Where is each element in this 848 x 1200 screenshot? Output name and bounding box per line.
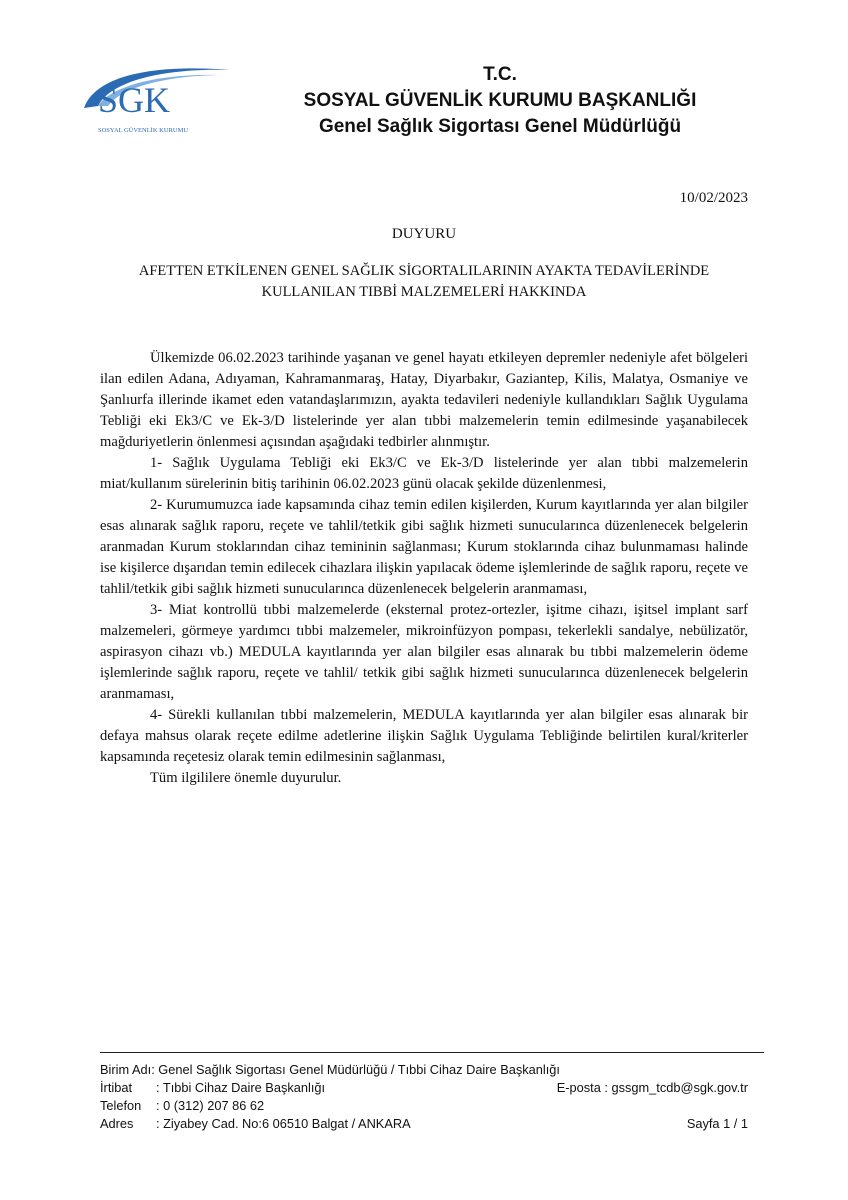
footer-unit: Birim Adı: Genel Sağlık Sigortası Genel Müdürlüğü / Tıbbi Cihaz Daire Başkanlığı <box>100 1062 560 1077</box>
logo-subtext: SOSYAL GÜVENLİK KURUMU <box>98 127 189 134</box>
footer-page-number: Sayfa 1 / 1 <box>686 1116 748 1131</box>
body-paragraph-closing: Tüm ilgililere önemle duyurulur. <box>150 770 342 786</box>
footer-address-label: Adres <box>100 1116 134 1131</box>
logo-letters: SGK <box>98 80 171 120</box>
announcement-title: DUYURU <box>391 226 457 242</box>
footer-phone-label: Telefon <box>100 1098 142 1113</box>
footer-row-address <box>100 1115 748 1133</box>
header-institution: SOSYAL GÜVENLİK KURUMU BAŞKANLIĞI <box>303 90 697 111</box>
body-paragraph-intro: Ülkemizde 06.02.2023 tarihinde yaşanan ve genel hayatı etkileyen depremler nedeniyle afet bölgeleri ilan edilen Adana, Adıyaman, Kahramanmaraş, Hatay, Diyarbakır, Gaziantep, Kilis, Malatya, Osmaniye ve Şanlıurfa illerinde ikamet eden vatandaşlarımızın, ayakta tedavileri nedeniyle kullandıkları Sağlık Uygulama Tebliği eki Ek3/C ve Ek-3/D listelerinde yer alan tıbbi malzemelerin temin edilmesinde yaşanabilecek mağduriyetlerin önlenmesi açısından aşağıdaki tedbirler alınmıştır. <box>100 350 748 450</box>
footer-row-phone <box>100 1097 748 1115</box>
footer-row-contact <box>100 1079 748 1097</box>
sgk-logo <box>78 62 238 137</box>
footer-contact-value: : Tıbbi Cihaz Daire Başkanlığı <box>156 1080 326 1095</box>
body-paragraph-item-3: 3- Miat kontrollü tıbbi malzemelerde (eksternal protez-ortezler, işitme cihazı, işitsel implant sarf malzemeleri, görmeye yardımcı tıbbi malzemeler, mikroinfüzyon pompası, tekerlekli sandalye, nebülizatör, aspirasyon cihazı vb.) MEDULA kayıtlarında yer alan bilgiler esas alınarak bu tıbbi malzemelerin ödeme işlemlerinde sağlık raporu, reçete ve tahlil/ tetkik gibi sağlık hizmeti sunucularınca düzenlenecek belgelerin aranmaması, <box>100 602 748 702</box>
footer-address-value: : Ziyabey Cad. No:6 06510 Balgat / ANKARA <box>156 1116 411 1131</box>
sgk-logo-icon <box>78 62 238 137</box>
footer-contact-label: İrtibat <box>100 1080 133 1095</box>
body-paragraph-item-1: 1- Sağlık Uygulama Tebliği eki Ek3/C ve Ek-3/D listelerinde yer alan tıbbi malzemelerin miat/kullanım sürelerinin bitiş tarihinin 06.02.2023 günü olacak şekilde düzenlenmesi, <box>100 455 748 492</box>
footer-phone-value: : 0 (312) 207 86 62 <box>156 1098 265 1113</box>
header-directorate: Genel Sağlık Sigortası Genel Müdürlüğü <box>318 116 682 137</box>
footer-email: E-posta : gssgm_tcdb@sgk.gov.tr <box>556 1080 748 1095</box>
body-paragraph-item-2: 2- Kurumumuzca iade kapsamında cihaz temin edilen kişilerden, Kurum kayıtlarında yer alan bilgiler esas alınarak sağlık raporu, reçete ve tahlil/tetkik gibi sağlık hizmeti sunucularınca düzenlenecek belgelerin aranmadan Kurum stoklarından cihaz temininin sağlanması; Kurum stoklarında cihaz bulunmaması halinde ise kişilerce dışarıdan temin edilecek cihazlara ilişkin yapılacak ödeme işlemlerinde de sağlık raporu, reçete ve tahlil/tetkik gibi sağlık hizmeti sunucularınca düzenlenecek belgelerin aranmaması, <box>100 497 748 597</box>
document-subject <box>100 261 748 303</box>
document-date: 10/02/2023 <box>679 190 748 206</box>
subject-line-2: KULLANILAN TIBBİ MALZEMELERİ HAKKINDA <box>261 284 587 300</box>
header-tc: T.C. <box>483 64 517 85</box>
document-body <box>100 348 748 789</box>
body-paragraph-item-4: 4- Sürekli kullanılan tıbbi malzemelerin, MEDULA kayıtlarında yer alan bilgiler esas alınarak bir defaya mahsus olarak reçete edilme adetlerine ilişkin Sağlık Uygulama Tebliğinde belirtilen kural/kriterler kapsamında reçetesiz olarak temin edilmesinin sağlanması, <box>100 707 748 765</box>
document-footer <box>100 1061 748 1133</box>
subject-line-1: AFETTEN ETKİLENEN GENEL SAĞLIK SİGORTALILARININ AYAKTA TEDAVİLERİNDE <box>138 263 710 279</box>
footer-divider <box>100 1052 764 1053</box>
document-header <box>250 62 750 140</box>
